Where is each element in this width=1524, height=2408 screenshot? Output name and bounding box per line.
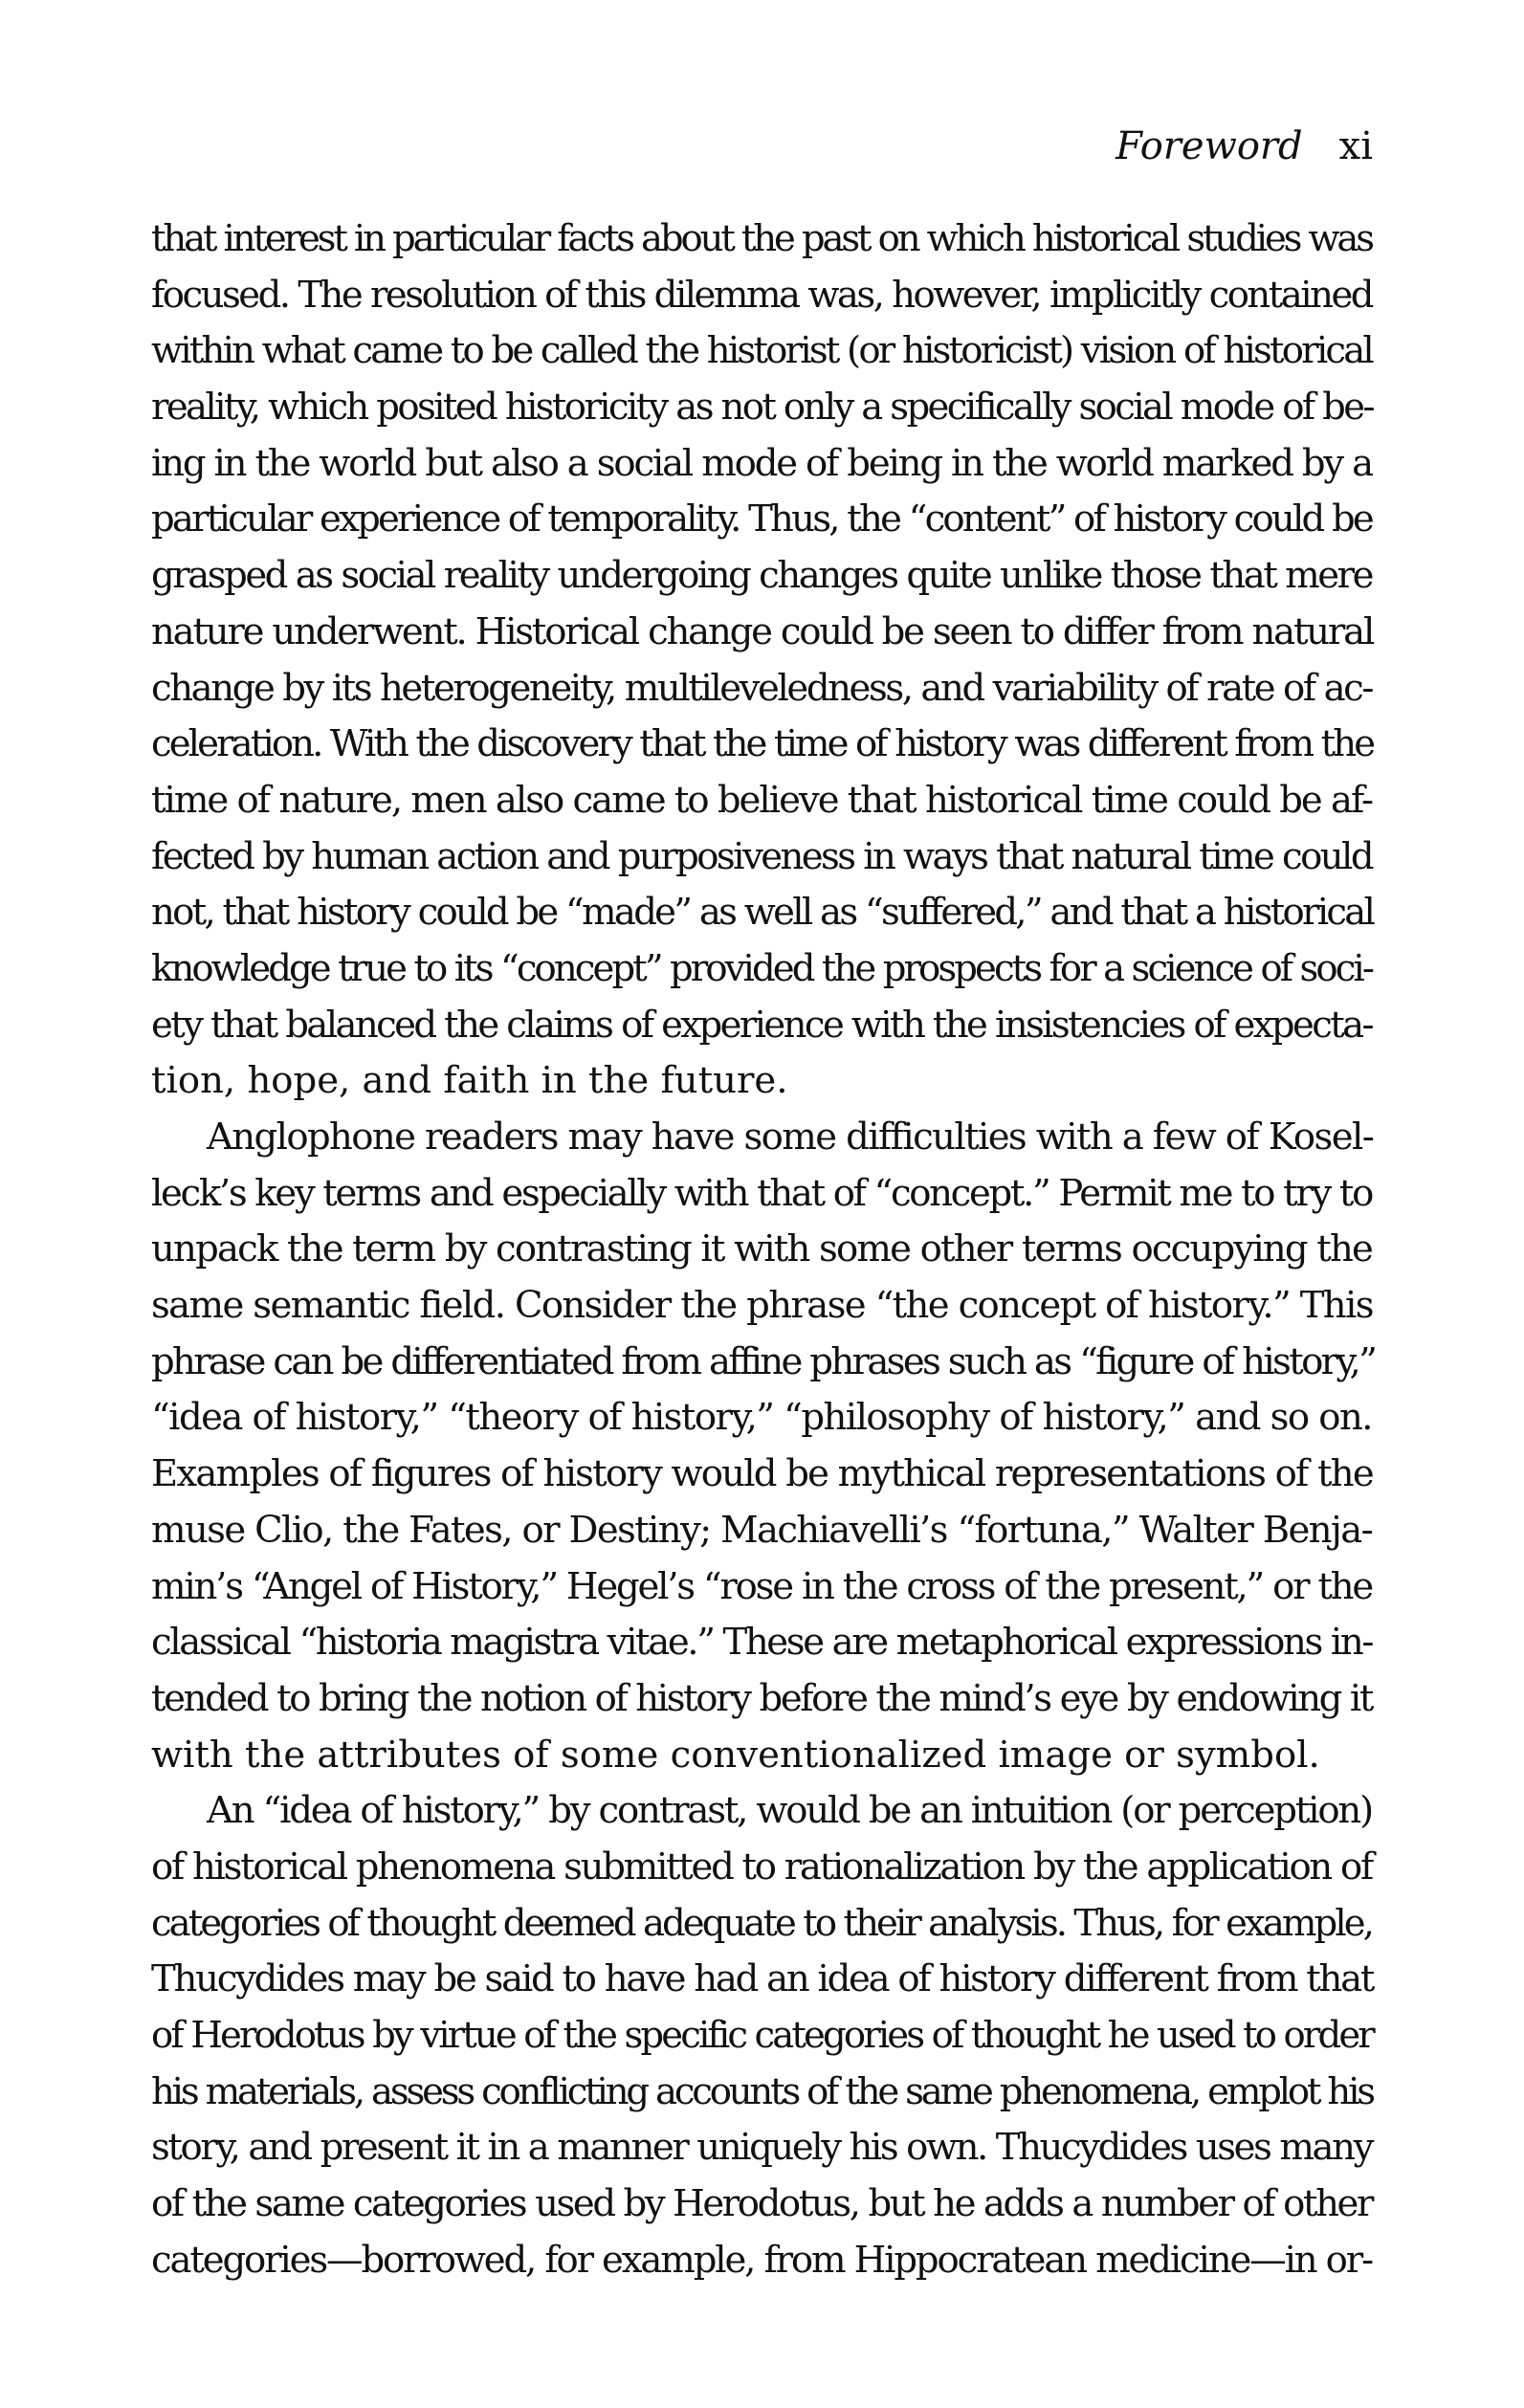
text-line: “idea of history,” “theory of history,” “philosophy of history,” and so on. (151, 1396, 1372, 1440)
text-line: his materials, assess conflicting accounts of the same phenomena, emplot his (151, 2069, 1373, 2113)
text-line: of the same categories used by Herodotus, but he adds a number of other (151, 2182, 1372, 2226)
paragraph (151, 211, 1372, 1110)
text-line: same semantic field. Consider the phrase “the concept of history.” This (151, 1284, 1373, 1328)
text-line: nature underwent. Historical change could be seen to differ from natural (151, 609, 1374, 653)
text-line: muse Clio, the Fates, or Destiny; Machiavelli’s “fortuna,” Walter Benja- (151, 1508, 1372, 1552)
running-head (1115, 120, 1373, 173)
text-line: knowledge true to its “concept” provided the prospects for a science of soci- (151, 946, 1372, 990)
text-line: story, and present it in a manner uniquely his own. Thucydides uses many (151, 2126, 1372, 2170)
text-line: celeration. With the discovery that the time of history was different from the (151, 722, 1374, 766)
text-line: not, that history could be “made” as well as “suffered,” and that a historical (151, 891, 1374, 935)
text-line: tended to bring the notion of history before the mind’s eye by endowing it (151, 1676, 1372, 1720)
text-line: of Herodotus by virtue of the specific categories of thought he used to order (151, 2014, 1373, 2057)
running-head-title: Foreword (1115, 124, 1303, 168)
text-line: change by its heterogeneity, multileveledness, and variability of rate of ac- (151, 666, 1372, 710)
text-line: ety that balanced the claims of experience with the insistencies of expecta- (151, 1003, 1372, 1047)
text-line: An “idea of history,” by contrast, would be an intuition (or perception) (207, 1789, 1372, 1833)
text-line: particular experience of temporality. Thus, the “content” of history could be (151, 497, 1372, 541)
text-line: focused. The resolution of this dilemma was, however, implicitly contained (151, 273, 1372, 317)
text-line: grasped as social reality undergoing changes quite unlike those that mere (151, 554, 1372, 598)
text-line: reality, which posited historicity as not only a specifically social mode of be- (151, 386, 1373, 430)
text-line: classical “historia magistra vitae.” These are metaphorical expressions in- (151, 1621, 1372, 1665)
text-line: unpack the term by contrasting it with some other terms occupying the (151, 1227, 1373, 1271)
text-line: categories—borrowed, for example, from Hippocratean medicine—in or- (151, 2238, 1372, 2282)
text-line: categories of thought deemed adequate to their analysis. Thus, for example, (151, 1901, 1372, 1945)
page-number: xi (1338, 124, 1373, 168)
paragraph (151, 1110, 1376, 1783)
paragraph (151, 1783, 1372, 2288)
text-line: with the attributes of some conventionalized image or symbol. (151, 1733, 1320, 1777)
body-text (151, 211, 1376, 2288)
text-line: fected by human action and purposiveness in ways that natural time could (151, 834, 1372, 878)
text-line: phrase can be differentiated from affine phrases such as “figure of history,” (151, 1339, 1376, 1383)
text-line: time of nature, men also came to believe that historical time could be af- (151, 778, 1372, 822)
text-line: leck’s key terms and especially with that of “concept.” Permit me to try to (151, 1171, 1372, 1215)
text-line: tion, hope, and faith in the future. (151, 1059, 788, 1103)
text-line: of historical phenomena submitted to rationalization by the application of (151, 1845, 1372, 1889)
text-line: Examples of figures of history would be mythical representations of the (151, 1452, 1373, 1496)
text-line: that interest in particular facts about the past on which historical studies was (151, 217, 1372, 260)
text-line: Thucydides may be said to have had an idea of history different from that (151, 1957, 1374, 2001)
text-line: Anglophone readers may have some difficulties with a few of Kosel- (207, 1116, 1374, 1159)
text-line: within what came to be called the historist (or historicist) vision of historical (151, 329, 1372, 373)
text-line: ing in the world but also a social mode of being in the world marked by a (151, 441, 1372, 485)
text-line: min’s “Angel of History,” Hegel’s “rose in the cross of the present,” or the (151, 1564, 1372, 1608)
